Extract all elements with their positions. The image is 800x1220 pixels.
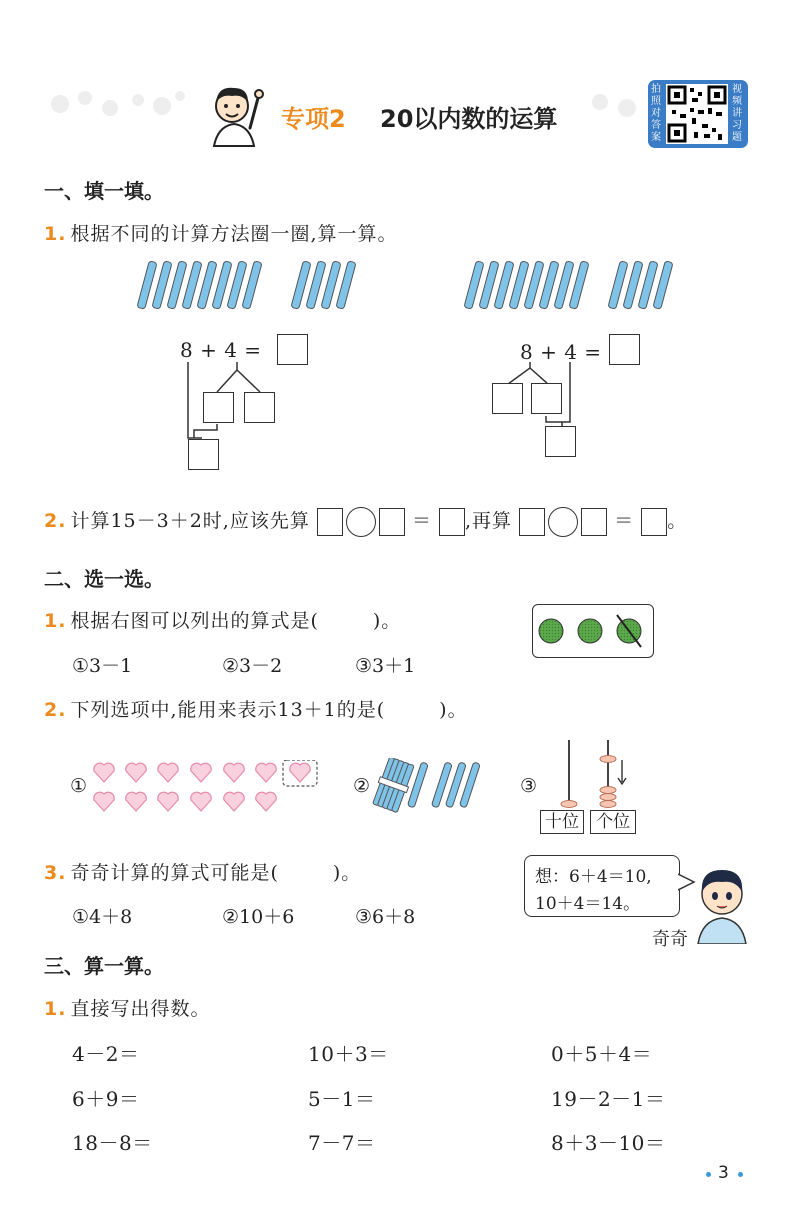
mascot-boy-icon xyxy=(204,80,268,148)
stick-bundle-figure xyxy=(372,758,492,814)
question-text: 计算15－3＋2时,应该先算 xyxy=(70,510,310,532)
qr-left-text: 拍照对答案 xyxy=(651,84,661,143)
s1-q2 xyxy=(44,506,687,537)
s2-q3-option-1[interactable]: ①4＋8 xyxy=(72,906,133,928)
qr-code-icon xyxy=(666,84,728,144)
left-sum-box[interactable] xyxy=(188,439,219,470)
question-text-b: ,再算 xyxy=(465,510,513,532)
bubble-line-2: 10＋4＝14。 xyxy=(535,894,641,914)
right-split-box-1[interactable] xyxy=(492,383,523,414)
question-text: 下列选项中,能用来表示13＋1的是( xyxy=(70,699,386,721)
second-step-box-2[interactable] xyxy=(581,508,607,536)
character-name: 奇奇 xyxy=(652,929,688,950)
calc-r1-c2[interactable]: 10＋3＝ xyxy=(308,1042,389,1066)
hearts-figure xyxy=(92,760,322,816)
question-number: 2. xyxy=(44,699,67,721)
question-text: 根据右图可以列出的算式是( xyxy=(70,610,319,632)
s2-q1-option-3[interactable]: ③3＋1 xyxy=(355,655,416,677)
left-split-box-2[interactable] xyxy=(244,392,275,423)
topic-label: 专项2 xyxy=(281,105,346,133)
question-close: )。 xyxy=(372,610,402,632)
question-text: 根据不同的计算方法圈一圈,算一算。 xyxy=(70,223,398,245)
s2-q2-option-mark-3[interactable]: ③ xyxy=(520,775,538,797)
page-title: 20以内数的运算 xyxy=(380,105,558,133)
calc-r1-c3[interactable]: 0＋5＋4＝ xyxy=(551,1042,653,1066)
first-step-result-box[interactable] xyxy=(439,508,465,536)
left-split-box-1[interactable] xyxy=(203,392,234,423)
s2-q2-option-mark-1[interactable]: ① xyxy=(70,775,88,797)
section2-title: 二、选一选。 xyxy=(44,567,164,591)
right-split-box-2[interactable] xyxy=(531,383,562,414)
question-number: 1. xyxy=(44,998,67,1020)
question-number: 1. xyxy=(44,223,67,245)
right-sum-box[interactable] xyxy=(545,426,576,457)
calc-r2-c3[interactable]: 19－2－1＝ xyxy=(551,1087,666,1111)
abacus-figure xyxy=(540,738,636,810)
qiqi-boy-icon xyxy=(690,858,754,944)
question-text: 奇奇计算的算式可能是( xyxy=(70,862,279,884)
abacus-ones-label: 个位 xyxy=(590,810,636,834)
sticks-group-right xyxy=(462,260,692,310)
s2-q1-option-2[interactable]: ②3－2 xyxy=(222,655,283,677)
right-answer-box[interactable] xyxy=(609,334,640,365)
left-answer-box[interactable] xyxy=(277,334,308,365)
question-number: 3. xyxy=(44,862,67,884)
calc-r3-c3[interactable]: 8＋3－10＝ xyxy=(551,1131,666,1155)
page-number-dot-right xyxy=(738,1172,743,1177)
s2-q1 xyxy=(44,606,401,633)
bubble-line-1: 想：6＋4＝10, xyxy=(535,867,652,887)
s2-q2-option-mark-2[interactable]: ② xyxy=(353,775,371,797)
s2-q2 xyxy=(44,695,468,722)
s2-q3-option-2[interactable]: ②10＋6 xyxy=(222,906,295,928)
period: 。 xyxy=(667,510,688,532)
question-close: )。 xyxy=(439,699,468,721)
section3-title: 三、算一算。 xyxy=(44,954,164,978)
question-close: )。 xyxy=(332,862,362,884)
right-expression: 8 + 4 = xyxy=(520,340,602,364)
question-number: 1. xyxy=(44,610,67,632)
calc-r2-c1[interactable]: 6＋9＝ xyxy=(72,1087,140,1111)
s1-q1 xyxy=(44,219,398,246)
qr-code-panel[interactable] xyxy=(648,80,748,148)
sticks-group-left xyxy=(135,260,365,310)
question-number: 2. xyxy=(44,510,67,532)
second-step-result-box[interactable] xyxy=(641,508,667,536)
equals-sign: ＝ xyxy=(614,510,635,532)
header-decoration-right xyxy=(585,84,645,124)
s2-q1-option-1[interactable]: ①3－1 xyxy=(72,655,133,677)
section1-title: 一、填一填。 xyxy=(44,179,164,203)
first-step-box-2[interactable] xyxy=(379,508,405,536)
first-step-operator-circle[interactable] xyxy=(346,507,376,537)
qr-right-text: 视频讲习题 xyxy=(732,84,742,143)
page-number: 3 xyxy=(718,1163,729,1183)
second-step-box-1[interactable] xyxy=(519,508,545,536)
first-step-box-1[interactable] xyxy=(317,508,343,536)
equals-sign: ＝ xyxy=(411,510,432,532)
speech-bubble xyxy=(524,855,680,917)
three-balls-figure xyxy=(532,604,654,658)
header-decoration-left xyxy=(40,84,190,124)
s2-q3 xyxy=(44,858,361,885)
abacus-tens-label: 十位 xyxy=(540,810,584,834)
s3-q1 xyxy=(44,994,210,1021)
second-step-operator-circle[interactable] xyxy=(548,507,578,537)
page-number-dot-left xyxy=(706,1172,711,1177)
question-text: 直接写出得数。 xyxy=(70,998,211,1020)
calc-r2-c2[interactable]: 5－1＝ xyxy=(308,1087,376,1111)
left-expression: 8 + 4 = xyxy=(180,338,262,362)
calc-r3-c2[interactable]: 7－7＝ xyxy=(308,1131,376,1155)
calc-r1-c1[interactable]: 4－2＝ xyxy=(72,1042,140,1066)
calc-r3-c1[interactable]: 18－8＝ xyxy=(72,1131,153,1155)
s2-q3-option-3[interactable]: ③6＋8 xyxy=(355,906,416,928)
